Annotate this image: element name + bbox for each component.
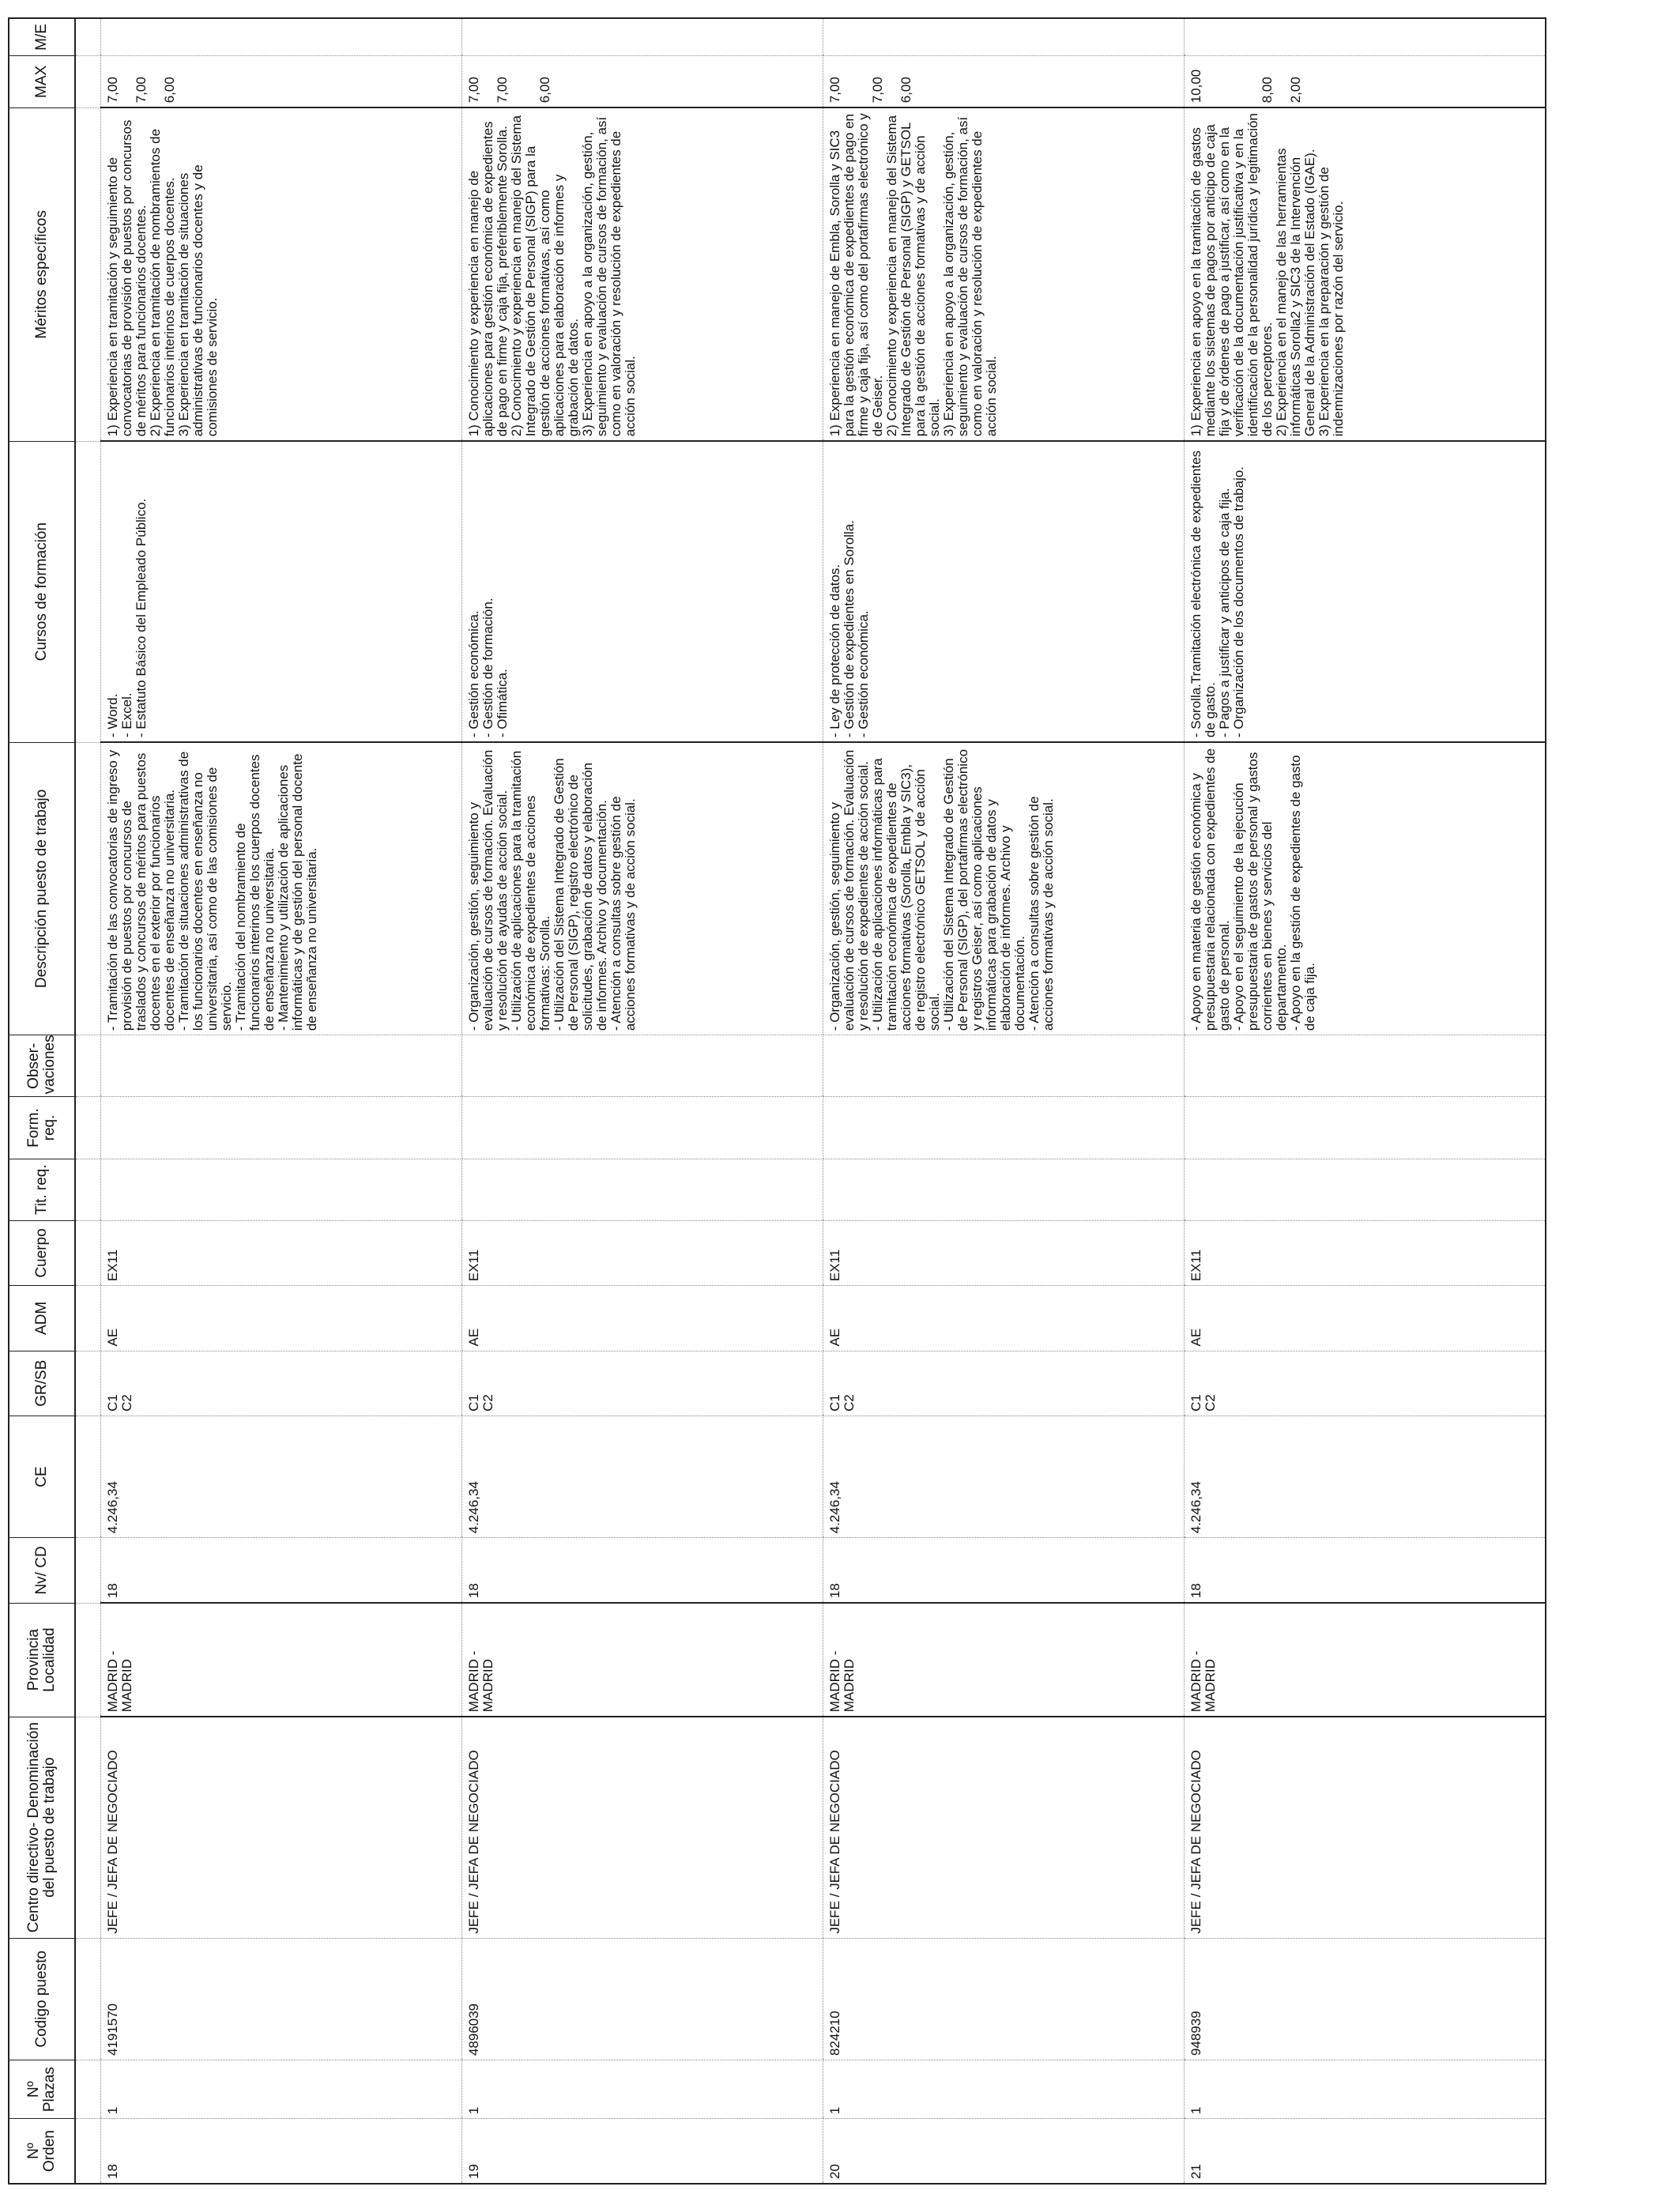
cell-grupo: C1 C2: [101, 1351, 462, 1416]
cell-provincia: MADRID - MADRID: [462, 1603, 823, 1717]
cell-provincia: MADRID - MADRID: [823, 1603, 1185, 1717]
header-grupo: GR/SB: [9, 1351, 75, 1416]
cell-observaciones: [462, 1035, 823, 1097]
cell-centro: JEFE / JEFA DE NEGOCIADO: [101, 1717, 462, 1938]
header-provincia: Provincia Localidad: [9, 1603, 75, 1717]
cell-centro: JEFE / JEFA DE NEGOCIADO: [823, 1717, 1185, 1938]
cell-formacion: [823, 1097, 1185, 1159]
cell-centro: JEFE / JEFA DE NEGOCIADO: [462, 1717, 823, 1938]
cell-orden: 21: [1185, 2119, 1546, 2184]
cell-nivel: 18: [823, 1538, 1185, 1603]
cell-adm: AE: [101, 1286, 462, 1351]
cell-nivel: 18: [462, 1538, 823, 1603]
cell-ce: 4.246,34: [1185, 1416, 1546, 1537]
header-meritos: Méritos específicos: [9, 107, 75, 441]
cell-cursos: - Ley de protección de datos. - Gestión de expedientes en Sorolla. - Gestión económica.: [823, 441, 1185, 742]
cell-adm: AE: [462, 1286, 823, 1351]
cell-titulacion: [1185, 1159, 1546, 1220]
cell-meritos: 1) Conocimiento y experiencia en manejo de aplicaciones para gestión económica de expedientes de pago en firme y caja fija, preferiblemente Sorolla. 2) Conocimiento y experiencia en manejo del Sistema Integrado de Gestión de Personal (SIGP) para la gestión de acciones formativas, así como aplicaciones para elaboración de informes y grabación de datos. 3) Experiencia en apoyo a la organización, gestión, seguimiento y evaluación de cursos de formación, así como en valoración y resolución de expedientes de acción social.: [462, 107, 823, 441]
header-codigo: Codigo puesto: [9, 1938, 75, 2060]
cell-grupo: C1 C2: [1185, 1351, 1546, 1416]
cell-descripcion: - Tramitación de las convocatorias de ingreso y provisión de puestos por concursos de traslados y concursos de méritos para puestos docentes en el exterior por funcionarios docentes de enseñanza no universitaria. - Tramitación de situaciones administrativas de los funcionarios docentes en enseñanza no universitaria, así como de las comisiones de servicio. - Tramitación del nombramiento de funcionarios interinos de los cuerpos docentes de enseñanza no universitaria. - Mantenimiento y utilización de aplicaciones informáticas y de gestión del personal docente de enseñanza no universitaria.: [101, 742, 462, 1035]
cell-adm: AE: [1185, 1286, 1546, 1351]
cell-plazas: 1: [1185, 2060, 1546, 2119]
cell-max: 7,00 7,00 6,00: [101, 55, 462, 107]
header-descripcion: Descripción puesto de trabajo: [9, 742, 75, 1035]
header-adm: ADM: [9, 1286, 75, 1351]
cell-nivel: 18: [1185, 1538, 1546, 1603]
cell-max: 10,00 8,00 2,00: [1185, 55, 1546, 107]
header-plazas: Nº Plazas: [9, 2060, 75, 2119]
header-max: MAX: [9, 55, 75, 107]
cell-codigo: 824210: [823, 1938, 1185, 2060]
cell-formacion: [462, 1097, 823, 1159]
header-cursos: Cursos de formación: [9, 441, 75, 742]
cell-provincia: MADRID - MADRID: [101, 1603, 462, 1717]
cell-plazas: 1: [101, 2060, 462, 2119]
cell-plazas: 1: [823, 2060, 1185, 2119]
cell-descripcion: - Organización, gestión, seguimiento y evaluación de cursos de formación. Evaluación y resolución de ayudas de acción social. - Utilización de aplicaciones para la tramitación económica de expedientes de acciones formativas: Sorolla. - Utilización del Sistema Integrado de Gestión de Personal (SIGP), registro electrónico de solicitudes, grabación de datos y elaboración de informes. Archivo y documentación. - Atención a consultas sobre gestión de acciones formativas y de acción social.: [462, 742, 823, 1035]
cell-meritos: 1) Experiencia en manejo de Embla, Sorolla y SIC3 para la gestión económica de expedientes de pago en firme y caja fija, así como del portafirmas electrónico y de Geiser. 2) Conocimiento y experiencia en manejo del Sistema Integrado de Gestión de Personal (SIGP) y GETSOL para la gestión de acciones formativas y de acción social. 3) Experiencia en apoyo a la organización, gestión, seguimiento y evaluación de cursos de formación, así como en valoración y resolución de expedientes de acción social.: [823, 107, 1185, 441]
cell-observaciones: [101, 1035, 462, 1097]
cell-max: 7,00 7,00 6,00: [823, 55, 1185, 107]
cell-codigo: 948939: [1185, 1938, 1546, 2060]
header-me: M/E: [9, 18, 75, 55]
cell-ce: 4.246,34: [462, 1416, 823, 1537]
cell-descripcion: - Apoyo en materia de gestión económica y presupuestaria relacionada con expedientes de gasto de personal. - Apoyo en el seguimiento de la ejecución presupuestaria de gastos de personal y gastos corrientes en bienes y servicios del departamento. - Apoyo en la gestión de expedientes de gasto de caja fija.: [1185, 742, 1546, 1035]
header-formacion: Form. req.: [9, 1097, 75, 1159]
header-orden: Nº Orden: [9, 2119, 75, 2184]
cell-observaciones: [823, 1035, 1185, 1097]
cell-nivel: 18: [101, 1538, 462, 1603]
cell-titulacion: [823, 1159, 1185, 1220]
cell-meritos: 1) Experiencia en tramitación y seguimiento de convocatorias de provisión de puestos por concursos de méritos para funcionarios docentes. 2) Experiencia en tramitación de nombramientos de funcionarios interinos de cuerpos docentes. 3) Experiencia en tramitación de situaciones administrativas de funcionarios docentes y de comisiones de servicio.: [101, 107, 462, 441]
cell-max: 7,00 7,00 6,00: [462, 55, 823, 107]
cell-titulacion: [462, 1159, 823, 1220]
table-row: [1185, 18, 1546, 2184]
cell-me: [101, 18, 462, 55]
header-centro: Centro directivo- Denominación del puesto de trabajo: [9, 1717, 75, 1938]
header-nivel: Nv/ CD: [9, 1538, 75, 1603]
header-ce: CE: [9, 1416, 75, 1537]
cell-me: [823, 18, 1185, 55]
header-titulacion: Tit. req.: [9, 1159, 75, 1220]
cell-cuerpo: EX11: [1185, 1220, 1546, 1285]
cell-plazas: 1: [462, 2060, 823, 2119]
cell-cuerpo: EX11: [462, 1220, 823, 1285]
cell-orden: 20: [823, 2119, 1185, 2184]
cell-me: [462, 18, 823, 55]
cell-cursos: - Word. - Excel. - Estatuto Básico del Empleado Público.: [101, 441, 462, 742]
cell-descripcion: - Organización, gestión, seguimiento y evaluación de cursos de formación. Evaluación y resolución de expedientes de acción social. - Utilización de aplicaciones informáticas para tramitación económica de expedientes de acciones formativas (Sorolla, Embla y SIC3), de registro electrónico GETSOL y de acción social. - Utilización del Sistema Integrado de Gestión de Personal (SIGP), del portafirmas electrónico y registros Geiser, así como aplicaciones informáticas para grabación de datos y elaboración de informes. Archivo y documentación. - Atención a consultas sobre gestión de acciones formativas y de acción social.: [823, 742, 1185, 1035]
spacer-row: [75, 18, 101, 2184]
cell-me: [1185, 18, 1546, 55]
header-cuerpo: Cuerpo: [9, 1220, 75, 1285]
cell-orden: 19: [462, 2119, 823, 2184]
cell-titulacion: [101, 1159, 462, 1220]
cell-cursos: - Sorolla.Tramitación electrónica de expedientes de gasto. - Pagos a justificar y anticipos de caja fija. - Organización de los documentos de trabajo.: [1185, 441, 1546, 742]
table-row: [101, 18, 462, 2184]
header-row: [9, 18, 75, 2184]
table-row: [462, 18, 823, 2184]
header-observaciones: Obser- vaciones: [9, 1035, 75, 1097]
cell-codigo: 4191570: [101, 1938, 462, 2060]
cell-cuerpo: EX11: [101, 1220, 462, 1285]
job-positions-table: [8, 17, 1546, 2185]
cell-centro: JEFE / JEFA DE NEGOCIADO: [1185, 1717, 1546, 1938]
cell-provincia: MADRID - MADRID: [1185, 1603, 1546, 1717]
cell-grupo: C1 C2: [462, 1351, 823, 1416]
cell-codigo: 4896039: [462, 1938, 823, 2060]
table-row: [823, 18, 1185, 2184]
cell-cuerpo: EX11: [823, 1220, 1185, 1285]
cell-meritos: 1) Experiencia en apoyo en la tramitación de gastos mediante los sistemas de pagos por anticipo de caja fija y de órdenes de pago a justificar, así como en la verificación de la documentación justificativa y en la identificación de la personalidad jurídica y legitimación de los perceptores. 2) Experiencia en el manejo de las herramientas informáticas Sorolla2 y SIC3 de la Intervención General de la Administración del Estado (IGAE). 3) Experiencia en la preparación y gestión de indemnizaciones por razón del servicio.: [1185, 107, 1546, 441]
cell-formacion: [101, 1097, 462, 1159]
cell-formacion: [1185, 1097, 1546, 1159]
cell-grupo: C1 C2: [823, 1351, 1185, 1416]
cell-adm: AE: [823, 1286, 1185, 1351]
cell-ce: 4.246,34: [823, 1416, 1185, 1537]
cell-orden: 18: [101, 2119, 462, 2184]
cell-observaciones: [1185, 1035, 1546, 1097]
cell-ce: 4.246,34: [101, 1416, 462, 1537]
cell-cursos: - Gestión económica. - Gestión de formación. - Ofimática.: [462, 441, 823, 742]
